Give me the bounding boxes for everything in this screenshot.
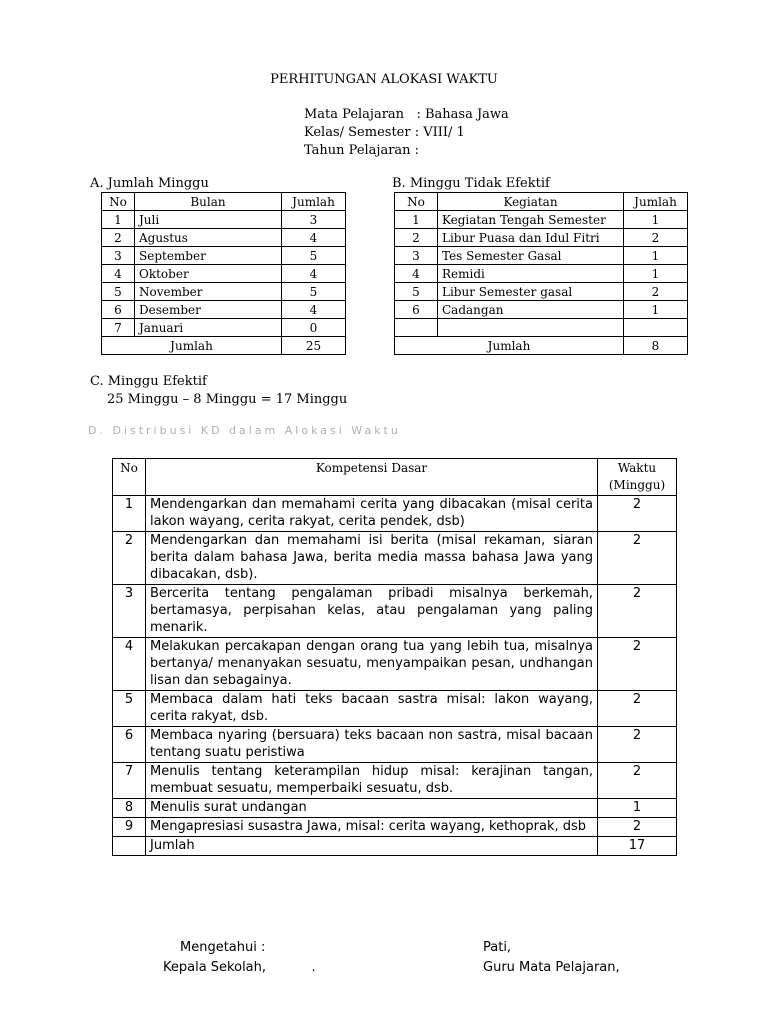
table-row [113,496,677,532]
col-header-time [598,459,677,496]
row-no: 2 [395,229,438,247]
table-row [395,211,688,229]
table-row [102,301,346,319]
meta-subject-value: Bahasa Jawa [424,107,509,122]
row-no: 1 [102,211,135,229]
row-month: Januari [135,319,282,337]
row-count: 4 [282,301,346,319]
row-competency: Bercerita tentang pengalaman pribadi misalnya berkemah, bertamasya, perpisahan kelas, atau pengalaman yang paling menarik. [146,585,598,638]
row-time: 1 [598,799,677,818]
row-count: 1 [624,265,688,283]
row-count: 2 [624,283,688,301]
col-header-kd: Kompetensi Dasar [146,459,598,496]
document-meta [304,106,509,160]
table-row [395,265,688,283]
meta-class-label: Kelas/ Semester : [304,125,424,140]
row-count: 1 [624,211,688,229]
row-no: 3 [395,247,438,265]
row-no: 8 [113,799,146,818]
row-time: 2 [598,585,677,638]
teacher-label: Guru Mata Pelajaran, [483,960,620,975]
total-label: Jumlah [102,337,282,355]
row-count: 5 [282,247,346,265]
total-value: 25 [282,337,346,355]
col-header-month: Bulan [135,193,282,211]
meta-class-value: VIII/ 1 [423,125,465,140]
row-count: 1 [624,247,688,265]
row-count: 2 [624,229,688,247]
row-no: 5 [395,283,438,301]
row-no: 3 [113,585,146,638]
section-c [90,373,347,409]
row-no: 6 [113,727,146,763]
table-row [102,319,346,337]
effective-weeks-calculation: 25 Minggu – 8 Minggu = 17 Minggu [107,392,348,407]
row-month: Agustus [135,229,282,247]
row-time: 2 [598,532,677,585]
row-count: 3 [282,211,346,229]
row-competency: Membaca dalam hati teks bacaan sastra misal: lakon wayang, cerita rakyat, dsb. [146,691,598,727]
table-row [113,532,677,585]
row-count: 1 [624,301,688,319]
total-label: Jumlah [395,337,624,355]
total-value: 17 [598,837,677,856]
col-header-time-line2: (Minggu) [608,478,666,492]
table-row [102,229,346,247]
table-total-row [102,337,346,355]
row-no: 2 [102,229,135,247]
row-activity [438,319,624,337]
table-row [113,763,677,799]
total-empty-cell [113,837,146,856]
weeks-table [101,192,346,355]
row-month: Oktober [135,265,282,283]
row-month: Juli [135,211,282,229]
table-total-row [113,837,677,856]
row-activity: Remidi [438,265,624,283]
row-time: 2 [598,638,677,691]
table-header-row [102,193,346,211]
col-header-time-line1: Waktu [617,461,657,475]
col-header-no: No [102,193,135,211]
table-row [102,265,346,283]
col-header-activity: Kegiatan [438,193,624,211]
row-competency: Mengapresiasi susastra Jawa, misal: cerita wayang, kethoprak, dsb [146,818,598,837]
row-count: 4 [282,265,346,283]
col-header-no: No [395,193,438,211]
table-row [113,691,677,727]
row-no: 5 [113,691,146,727]
row-month: September [135,247,282,265]
table-row [395,247,688,265]
section-c-heading: C. Minggu Efektif [90,374,207,389]
total-value: 8 [624,337,688,355]
row-no: 1 [395,211,438,229]
meta-year-label: Tahun Pelajaran : [304,143,424,158]
row-no: 9 [113,818,146,837]
acknowledged-label: Mengetahui : [180,940,266,955]
table-row [395,283,688,301]
row-no: 7 [113,763,146,799]
row-count [624,319,688,337]
row-time: 2 [598,763,677,799]
signature-right [483,938,620,978]
row-no: 5 [102,283,135,301]
row-competency: Mendengarkan dan memahami isi berita (misal rekaman, siaran berita dalam bahasa Jawa, berita media massa bahasa Jawa yang dibacakan, dsb). [146,532,598,585]
col-header-no: No [113,459,146,496]
signature-left [163,938,316,978]
section-d-heading: D. Distribusi KD dalam Alokasi Waktu [88,424,401,437]
principal-label: Kepala Sekolah, . [163,960,316,975]
row-no: 2 [113,532,146,585]
row-activity: Cadangan [438,301,624,319]
row-no: 4 [395,265,438,283]
row-competency: Mendengarkan dan memahami cerita yang dibacakan (misal cerita lakon wayang, cerita rakyat, cerita pendek, dsb) [146,496,598,532]
row-count: 5 [282,283,346,301]
table-row [113,638,677,691]
row-no: 4 [113,638,146,691]
place-date-label: Pati, [483,940,512,955]
table-row [395,229,688,247]
total-label: Jumlah [146,837,598,856]
meta-class [304,124,509,142]
row-count: 0 [282,319,346,337]
table-row [113,818,677,837]
row-competency: Melakukan percakapan dengan orang tua yang lebih tua, misalnya bertanya/ menanyakan sesuatu, menyampaikan pesan, undhangan lisan dan sebagainya. [146,638,598,691]
document-title: PERHITUNGAN ALOKASI WAKTU [270,72,498,87]
col-header-count: Jumlah [624,193,688,211]
row-no: 3 [102,247,135,265]
row-month: Desember [135,301,282,319]
ineffective-weeks-table [394,192,688,355]
table-row [395,301,688,319]
table-total-row [395,337,688,355]
table-row [113,799,677,818]
table-header-row [395,193,688,211]
row-competency: Menulis surat undangan [146,799,598,818]
table-row [113,585,677,638]
section-b-heading: B. Minggu Tidak Efektif [392,176,550,191]
row-no [395,319,438,337]
row-count: 4 [282,229,346,247]
table-row [102,247,346,265]
row-activity: Libur Puasa dan Idul Fitri [438,229,624,247]
row-no: 1 [113,496,146,532]
table-header-row [113,459,677,496]
row-time: 2 [598,818,677,837]
meta-subject-label: Mata Pelajaran : [304,107,425,122]
table-row [395,319,688,337]
row-no: 4 [102,265,135,283]
table-row [113,727,677,763]
row-no: 7 [102,319,135,337]
row-competency: Menulis tentang keterampilan hidup misal: kerajinan tangan, membuat sesuatu, memperbaiki sesuatu, dsb. [146,763,598,799]
row-no: 6 [395,301,438,319]
col-header-count: Jumlah [282,193,346,211]
table-row [102,211,346,229]
row-activity: Tes Semester Gasal [438,247,624,265]
meta-year [304,142,509,160]
row-activity: Kegiatan Tengah Semester [438,211,624,229]
row-time: 2 [598,691,677,727]
row-month: November [135,283,282,301]
kd-distribution-table [112,458,677,856]
section-a-heading: A. Jumlah Minggu [90,176,209,191]
row-competency: Membaca nyaring (bersuara) teks bacaan non sastra, misal bacaan tentang suatu peristiwa [146,727,598,763]
row-no: 6 [102,301,135,319]
table-row [102,283,346,301]
row-activity: Libur Semester gasal [438,283,624,301]
row-time: 2 [598,496,677,532]
row-time: 2 [598,727,677,763]
meta-subject [304,106,509,124]
